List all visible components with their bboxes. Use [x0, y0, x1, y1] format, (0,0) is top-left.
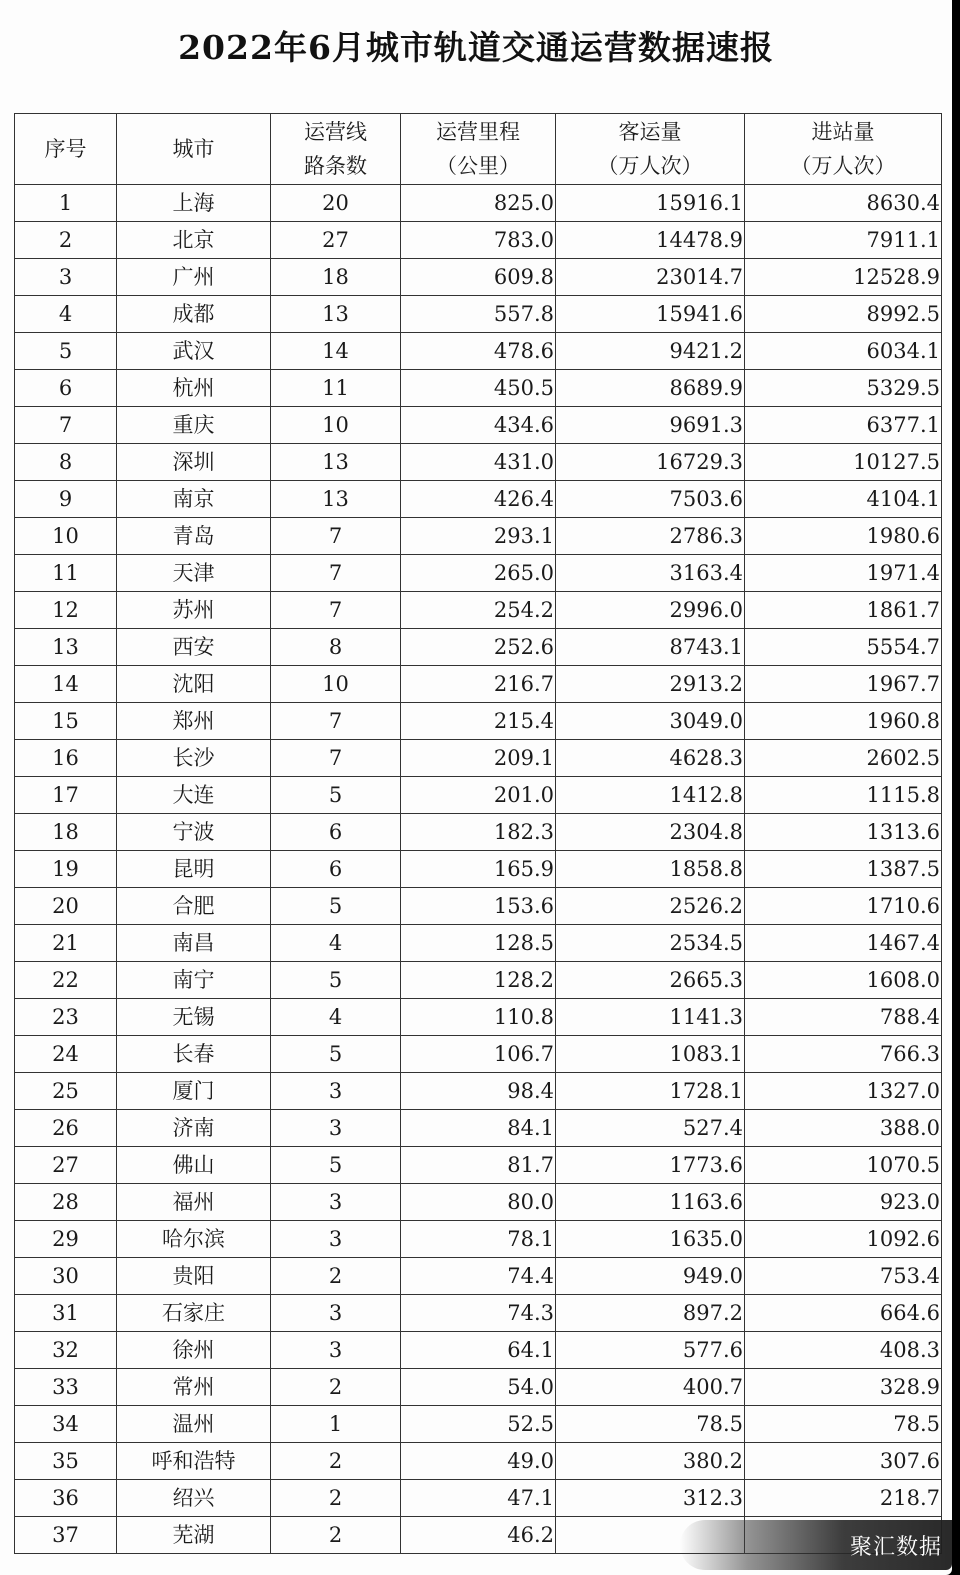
cell-city: 广州: [117, 259, 271, 296]
cell-city: 福州: [117, 1184, 271, 1221]
cell-mileage: 165.9: [401, 851, 556, 888]
cell-entries: 1608.0: [745, 962, 942, 999]
table-row: [15, 1184, 942, 1221]
cell-mileage: 426.4: [401, 481, 556, 518]
header-lines: [271, 114, 401, 185]
cell-index: 16: [15, 740, 117, 777]
cell-passengers: 1412.8: [556, 777, 745, 814]
cell-mileage: 557.8: [401, 296, 556, 333]
header-entries-line2: （万人次）: [790, 154, 896, 178]
cell-city: 南宁: [117, 962, 271, 999]
cell-entries: 7911.1: [745, 222, 942, 259]
cell-lines: 11: [271, 370, 401, 407]
cell-passengers: 78.5: [556, 1406, 745, 1443]
header-passengers: [556, 114, 745, 185]
cell-entries: 4104.1: [745, 481, 942, 518]
cell-city: 佛山: [117, 1147, 271, 1184]
cell-index: 33: [15, 1369, 117, 1406]
cell-lines: 13: [271, 296, 401, 333]
table-row: [15, 1295, 942, 1332]
cell-index: 31: [15, 1295, 117, 1332]
cell-lines: 6: [271, 851, 401, 888]
cell-index: 26: [15, 1110, 117, 1147]
cell-index: 1: [15, 185, 117, 222]
cell-city: 成都: [117, 296, 271, 333]
cell-passengers: 2913.2: [556, 666, 745, 703]
cell-city: 徐州: [117, 1332, 271, 1369]
cell-index: 21: [15, 925, 117, 962]
cell-lines: 8: [271, 629, 401, 666]
cell-passengers: 1773.6: [556, 1147, 745, 1184]
cell-lines: 3: [271, 1332, 401, 1369]
cell-passengers: 1083.1: [556, 1036, 745, 1073]
cell-mileage: 80.0: [401, 1184, 556, 1221]
cell-city: 石家庄: [117, 1295, 271, 1332]
cell-mileage: 431.0: [401, 444, 556, 481]
cell-city: 宁波: [117, 814, 271, 851]
cell-lines: 1: [271, 1406, 401, 1443]
cell-lines: 20: [271, 185, 401, 222]
header-index: 序号: [15, 114, 117, 185]
cell-lines: 6: [271, 814, 401, 851]
cell-passengers: 1163.6: [556, 1184, 745, 1221]
cell-index: 10: [15, 518, 117, 555]
cell-passengers: 14478.9: [556, 222, 745, 259]
cell-entries: 8992.5: [745, 296, 942, 333]
cell-entries: 408.3: [745, 1332, 942, 1369]
cell-entries: 12528.9: [745, 259, 942, 296]
cell-entries: 1980.6: [745, 518, 942, 555]
cell-lines: 2: [271, 1443, 401, 1480]
table-row: [15, 592, 942, 629]
cell-passengers: 3049.0: [556, 703, 745, 740]
cell-index: 12: [15, 592, 117, 629]
cell-city: 哈尔滨: [117, 1221, 271, 1258]
cell-index: 17: [15, 777, 117, 814]
table-row: [15, 629, 942, 666]
table-row: [15, 777, 942, 814]
cell-city: 南昌: [117, 925, 271, 962]
table-row: [15, 185, 942, 222]
table-row: [15, 555, 942, 592]
cell-index: 36: [15, 1480, 117, 1517]
metro-data-table: [14, 113, 942, 1554]
cell-mileage: 98.4: [401, 1073, 556, 1110]
cell-passengers: 9421.2: [556, 333, 745, 370]
table-row: [15, 851, 942, 888]
cell-lines: 5: [271, 1036, 401, 1073]
table-row: [15, 1036, 942, 1073]
cell-lines: 13: [271, 481, 401, 518]
table-row: [15, 925, 942, 962]
cell-passengers: 1728.1: [556, 1073, 745, 1110]
cell-lines: 5: [271, 1147, 401, 1184]
table-row: [15, 814, 942, 851]
cell-lines: 7: [271, 703, 401, 740]
cell-entries: 78.5: [745, 1406, 942, 1443]
cell-mileage: 110.8: [401, 999, 556, 1036]
cell-lines: 10: [271, 407, 401, 444]
cell-mileage: 78.1: [401, 1221, 556, 1258]
cell-passengers: 8689.9: [556, 370, 745, 407]
cell-index: 7: [15, 407, 117, 444]
cell-passengers: 312.3: [556, 1480, 745, 1517]
cell-index: 6: [15, 370, 117, 407]
table-row: [15, 1110, 942, 1147]
cell-entries: 328.9: [745, 1369, 942, 1406]
cell-mileage: 215.4: [401, 703, 556, 740]
cell-lines: 13: [271, 444, 401, 481]
table-row: [15, 1147, 942, 1184]
cell-index: 15: [15, 703, 117, 740]
cell-mileage: 478.6: [401, 333, 556, 370]
table-row: [15, 1443, 942, 1480]
table-row: [15, 1369, 942, 1406]
cell-passengers: 8743.1: [556, 629, 745, 666]
cell-passengers: 897.2: [556, 1295, 745, 1332]
cell-mileage: 609.8: [401, 259, 556, 296]
cell-mileage: 46.2: [401, 1517, 556, 1554]
cell-entries: 5554.7: [745, 629, 942, 666]
cell-index: 8: [15, 444, 117, 481]
table-row: [15, 888, 942, 925]
cell-entries: 10127.5: [745, 444, 942, 481]
cell-index: 19: [15, 851, 117, 888]
cell-lines: 3: [271, 1073, 401, 1110]
cell-passengers: 2304.8: [556, 814, 745, 851]
cell-entries: 1070.5: [745, 1147, 942, 1184]
cell-lines: 10: [271, 666, 401, 703]
table-row: [15, 259, 942, 296]
cell-lines: 2: [271, 1258, 401, 1295]
table-row: [15, 222, 942, 259]
cell-city: 常州: [117, 1369, 271, 1406]
cell-passengers: 23014.7: [556, 259, 745, 296]
cell-entries: 1387.5: [745, 851, 942, 888]
cell-mileage: 54.0: [401, 1369, 556, 1406]
cell-lines: 2: [271, 1369, 401, 1406]
cell-city: 温州: [117, 1406, 271, 1443]
cell-passengers: 577.6: [556, 1332, 745, 1369]
table-row: [15, 518, 942, 555]
cell-lines: 27: [271, 222, 401, 259]
cell-passengers: 400.7: [556, 1369, 745, 1406]
cell-entries: 1960.8: [745, 703, 942, 740]
cell-entries: 1710.6: [745, 888, 942, 925]
cell-city: 芜湖: [117, 1517, 271, 1554]
header-mileage: [401, 114, 556, 185]
cell-mileage: 74.3: [401, 1295, 556, 1332]
cell-city: 苏州: [117, 592, 271, 629]
cell-passengers: 3163.4: [556, 555, 745, 592]
header-lines-line2: 路条数: [304, 154, 367, 178]
cell-entries: 8630.4: [745, 185, 942, 222]
cell-lines: 7: [271, 740, 401, 777]
cell-entries: 2602.5: [745, 740, 942, 777]
watermark-badge: [680, 1520, 952, 1570]
cell-passengers: 2786.3: [556, 518, 745, 555]
cell-passengers: 2534.5: [556, 925, 745, 962]
cell-entries: 6377.1: [745, 407, 942, 444]
cell-city: 绍兴: [117, 1480, 271, 1517]
cell-city: 深圳: [117, 444, 271, 481]
cell-lines: 5: [271, 888, 401, 925]
cell-entries: 1115.8: [745, 777, 942, 814]
cell-city: 合肥: [117, 888, 271, 925]
cell-entries: 307.6: [745, 1443, 942, 1480]
table-row: [15, 370, 942, 407]
table-row: [15, 1406, 942, 1443]
cell-city: 昆明: [117, 851, 271, 888]
cell-passengers: 380.2: [556, 1443, 745, 1480]
table-row: [15, 444, 942, 481]
cell-city: 天津: [117, 555, 271, 592]
cell-lines: 2: [271, 1480, 401, 1517]
cell-entries: 766.3: [745, 1036, 942, 1073]
header-mileage-line1: 运营里程: [436, 120, 520, 144]
cell-city: 西安: [117, 629, 271, 666]
cell-city: 青岛: [117, 518, 271, 555]
table-row: [15, 962, 942, 999]
cell-passengers: 949.0: [556, 1258, 745, 1295]
cell-entries: 1092.6: [745, 1221, 942, 1258]
cell-index: 3: [15, 259, 117, 296]
cell-lines: 5: [271, 777, 401, 814]
table-body: [15, 185, 942, 1554]
cell-passengers: 2665.3: [556, 962, 745, 999]
cell-index: 18: [15, 814, 117, 851]
cell-index: 29: [15, 1221, 117, 1258]
header-city: 城市: [117, 114, 271, 185]
cell-mileage: 49.0: [401, 1443, 556, 1480]
cell-lines: 3: [271, 1221, 401, 1258]
cell-city: 杭州: [117, 370, 271, 407]
table-row: [15, 333, 942, 370]
cell-entries: 753.4: [745, 1258, 942, 1295]
watermark-text: 聚汇数据: [849, 1535, 942, 1560]
cell-city: 沈阳: [117, 666, 271, 703]
cell-index: 4: [15, 296, 117, 333]
cell-lines: 7: [271, 592, 401, 629]
cell-mileage: 825.0: [401, 185, 556, 222]
cell-entries: 388.0: [745, 1110, 942, 1147]
table-row: [15, 1258, 942, 1295]
cell-passengers: 527.4: [556, 1110, 745, 1147]
table-row: [15, 666, 942, 703]
cell-index: 24: [15, 1036, 117, 1073]
cell-lines: 3: [271, 1184, 401, 1221]
cell-entries: 664.6: [745, 1295, 942, 1332]
cell-passengers: 1635.0: [556, 1221, 745, 1258]
cell-index: 25: [15, 1073, 117, 1110]
cell-mileage: 265.0: [401, 555, 556, 592]
cell-index: 9: [15, 481, 117, 518]
cell-index: 11: [15, 555, 117, 592]
table-row: [15, 296, 942, 333]
table-header-row: [15, 114, 942, 185]
cell-mileage: 182.3: [401, 814, 556, 851]
cell-passengers: 1858.8: [556, 851, 745, 888]
cell-city: 上海: [117, 185, 271, 222]
cell-passengers: 4628.3: [556, 740, 745, 777]
cell-passengers: 2996.0: [556, 592, 745, 629]
cell-mileage: 106.7: [401, 1036, 556, 1073]
cell-mileage: 128.2: [401, 962, 556, 999]
cell-index: 20: [15, 888, 117, 925]
cell-mileage: 434.6: [401, 407, 556, 444]
cell-city: 厦门: [117, 1073, 271, 1110]
cell-passengers: 9691.3: [556, 407, 745, 444]
cell-mileage: 84.1: [401, 1110, 556, 1147]
cell-mileage: 128.5: [401, 925, 556, 962]
cell-mileage: 293.1: [401, 518, 556, 555]
cell-entries: 923.0: [745, 1184, 942, 1221]
cell-entries: 1967.7: [745, 666, 942, 703]
cell-city: 重庆: [117, 407, 271, 444]
cell-mileage: 201.0: [401, 777, 556, 814]
cell-city: 无锡: [117, 999, 271, 1036]
cell-entries: 1861.7: [745, 592, 942, 629]
table-row: [15, 1480, 942, 1517]
header-passengers-line1: 客运量: [618, 120, 682, 144]
cell-passengers: 2526.2: [556, 888, 745, 925]
cell-mileage: 252.6: [401, 629, 556, 666]
table-row: [15, 1221, 942, 1258]
cell-lines: 5: [271, 962, 401, 999]
cell-mileage: 209.1: [401, 740, 556, 777]
cell-city: 呼和浩特: [117, 1443, 271, 1480]
document-title: 2022年6月城市轨道交通运营数据速报: [178, 28, 774, 67]
cell-mileage: 216.7: [401, 666, 556, 703]
table-row: [15, 740, 942, 777]
cell-entries: 1327.0: [745, 1073, 942, 1110]
cell-lines: 14: [271, 333, 401, 370]
cell-index: 28: [15, 1184, 117, 1221]
cell-mileage: 47.1: [401, 1480, 556, 1517]
cell-mileage: 153.6: [401, 888, 556, 925]
cell-city: 郑州: [117, 703, 271, 740]
cell-entries: 1313.6: [745, 814, 942, 851]
cell-index: 35: [15, 1443, 117, 1480]
cell-entries: 6034.1: [745, 333, 942, 370]
cell-index: 13: [15, 629, 117, 666]
table-row: [15, 1332, 942, 1369]
cell-index: 2: [15, 222, 117, 259]
cell-index: 34: [15, 1406, 117, 1443]
cell-lines: 3: [271, 1110, 401, 1147]
cell-mileage: 450.5: [401, 370, 556, 407]
cell-index: 23: [15, 999, 117, 1036]
cell-entries: 218.7: [745, 1480, 942, 1517]
cell-lines: 7: [271, 518, 401, 555]
cell-mileage: 81.7: [401, 1147, 556, 1184]
cell-city: 南京: [117, 481, 271, 518]
header-mileage-line2: （公里）: [436, 154, 520, 178]
cell-index: 22: [15, 962, 117, 999]
cell-entries: 788.4: [745, 999, 942, 1036]
header-entries: [745, 114, 942, 185]
cell-city: 北京: [117, 222, 271, 259]
table-row: [15, 703, 942, 740]
cell-mileage: 783.0: [401, 222, 556, 259]
cell-city: 贵阳: [117, 1258, 271, 1295]
cell-passengers: 7503.6: [556, 481, 745, 518]
table-row: [15, 999, 942, 1036]
cell-lines: 4: [271, 999, 401, 1036]
cell-passengers: 15916.1: [556, 185, 745, 222]
cell-city: 武汉: [117, 333, 271, 370]
cell-mileage: 74.4: [401, 1258, 556, 1295]
cell-index: 5: [15, 333, 117, 370]
header-entries-line1: 进站量: [811, 120, 875, 144]
table-row: [15, 481, 942, 518]
cell-lines: 18: [271, 259, 401, 296]
cell-lines: 2: [271, 1517, 401, 1554]
cell-lines: 4: [271, 925, 401, 962]
cell-entries: 1467.4: [745, 925, 942, 962]
cell-entries: 1971.4: [745, 555, 942, 592]
cell-lines: 7: [271, 555, 401, 592]
cell-index: 27: [15, 1147, 117, 1184]
cell-passengers: 1141.3: [556, 999, 745, 1036]
cell-city: 大连: [117, 777, 271, 814]
cell-city: 长沙: [117, 740, 271, 777]
cell-mileage: 52.5: [401, 1406, 556, 1443]
header-lines-line1: 运营线: [304, 120, 367, 144]
cell-index: 30: [15, 1258, 117, 1295]
cell-entries: 5329.5: [745, 370, 942, 407]
cell-mileage: 254.2: [401, 592, 556, 629]
cell-passengers: 16729.3: [556, 444, 745, 481]
table-row: [15, 1073, 942, 1110]
cell-index: 32: [15, 1332, 117, 1369]
cell-mileage: 64.1: [401, 1332, 556, 1369]
cell-lines: 3: [271, 1295, 401, 1332]
cell-index: 14: [15, 666, 117, 703]
cell-index: 37: [15, 1517, 117, 1554]
cell-passengers: 15941.6: [556, 296, 745, 333]
cell-city: 济南: [117, 1110, 271, 1147]
cell-city: 长春: [117, 1036, 271, 1073]
table-row: [15, 407, 942, 444]
header-passengers-line2: （万人次）: [597, 154, 703, 178]
